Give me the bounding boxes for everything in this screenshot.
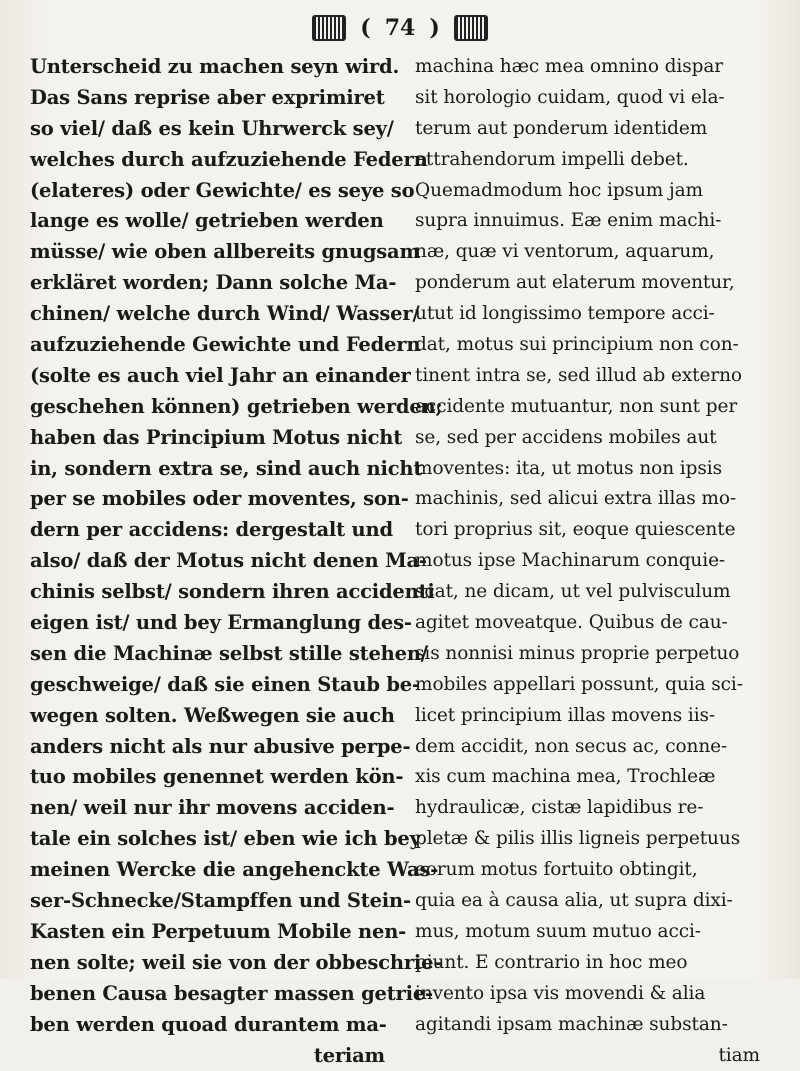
text-line: mus, motum suum mutuo acci- [415,917,780,948]
text-line: in, sondern extra se, sind auch nicht [30,454,405,485]
text-line: se, sed per accidens mobiles aut [415,423,780,454]
text-line: eorum motus fortuito obtingit, [415,855,780,886]
text-line: eigen ist/ und bey Ermanglung des- [30,608,405,639]
text-line: erkläret worden; Dann solche Ma- [30,268,405,299]
text-line: næ, quæ vi ventorum, aquarum, [415,237,780,268]
text-line: accidente mutuantur, non sunt per [415,392,780,423]
text-line: tinent intra se, sed illud ab externo [415,361,780,392]
text-line: tori proprius sit, eoque quiescente [415,515,780,546]
text-line: terum aut ponderum identidem [415,114,780,145]
text-line: quia ea à causa alia, ut supra dixi- [415,886,780,917]
text-line: scat, ne dicam, ut vel pulvisculum [415,577,780,608]
text-line: per se mobiles oder moventes, son- [30,484,405,515]
left-ornament-icon [312,15,346,41]
text-line: Kasten ein Perpetuum Mobile nen- [30,917,405,948]
text-line: so viel/ daß es kein Uhrwerck sey/ [30,114,405,145]
text-line: ben werden quoad durantem ma- [30,1010,405,1041]
text-line: Unterscheid zu machen seyn wird. [30,52,405,83]
text-line: nen/ weil nur ihr movens acciden- [30,793,405,824]
page-header [0,8,800,48]
text-line: nen solte; weil sie von der obbeschrie- [30,948,405,979]
text-line: geschweige/ daß sie einen Staub be- [30,670,405,701]
text-line: pletæ & pilis illis ligneis perpetuus [415,824,780,855]
text-line: mobiles appellari possunt, quia sci- [415,670,780,701]
text-line: chinen/ welche durch Wind/ Wasser/ [30,299,405,330]
text-line: chinis selbst/ sondern ihren accidenti [30,577,405,608]
text-line: xis cum machina mea, Trochleæ [415,762,780,793]
text-line: agitandi ipsam machinæ substan- [415,1010,780,1041]
text-line: dern per accidens: dergestalt und [30,515,405,546]
text-line: (solte es auch viel Jahr an einander [30,361,405,392]
text-line: tiam [415,1041,780,1071]
text-line: welches durch aufzuziehende Federn [30,145,405,176]
text-line: meinen Wercke die angehenckte Was- [30,855,405,886]
text-line: moventes: ita, ut motus non ipsis [415,454,780,485]
text-line: aufzuziehende Gewichte und Federn [30,330,405,361]
text-line: sen die Machinæ selbst stille stehen/ [30,639,405,670]
text-line: Das Sans reprise aber exprimiret [30,83,405,114]
left-paren: ( [360,15,370,41]
right-ornament-icon [454,15,488,41]
text-line: ponderum aut elaterum moventur, [415,268,780,299]
text-line: also/ daß der Motus nicht denen Ma- [30,546,405,577]
text-line: supra innuimus. Eæ enim machi- [415,206,780,237]
text-line: müsse/ wie oben allbereits gnugsam [30,237,405,268]
text-line: agitet moveatque. Quibus de cau- [415,608,780,639]
text-line: dem accidit, non secus ac, conne- [415,732,780,763]
text-line: anders nicht als nur abusive perpe- [30,732,405,763]
german-text-column [30,52,405,972]
text-line: tuo mobiles genennet werden kön- [30,762,405,793]
text-line: lange es wolle/ getrieben werden [30,206,405,237]
text-line: sis nonnisi minus proprie perpetuo [415,639,780,670]
latin-text-column [415,52,780,972]
page-number: 74 [385,15,416,41]
text-line: machina hæc mea omnino dispar [415,52,780,83]
text-line: dat, motus sui principium non con- [415,330,780,361]
text-line: geschehen können) getrieben werden; [30,392,405,423]
text-line: machinis, sed alicui extra illas mo- [415,484,780,515]
text-line: hydraulicæ, cistæ lapidibus re- [415,793,780,824]
right-paren: ) [429,15,439,41]
text-line: Quemadmodum hoc ipsum jam [415,176,780,207]
text-line: piunt. E contrario in hoc meo [415,948,780,979]
text-line: (elateres) oder Gewichte/ es seye so [30,176,405,207]
text-line: sit horologio cuidam, quod vi ela- [415,83,780,114]
text-line: motus ipse Machinarum conquie- [415,546,780,577]
text-line: benen Causa besagter massen getrie- [30,979,405,1010]
text-line: attrahendorum impelli debet. [415,145,780,176]
text-line: haben das Principium Motus nicht [30,423,405,454]
text-line: teriam [30,1041,405,1071]
text-line: utut id longissimo tempore acci- [415,299,780,330]
text-line: ser-Schnecke/Stampffen und Stein- [30,886,405,917]
text-line: tale ein solches ist/ eben wie ich bey [30,824,405,855]
text-line: licet principium illas movens iis- [415,701,780,732]
text-line: wegen solten. Weßwegen sie auch [30,701,405,732]
text-line: invento ipsa vis movendi & alia [415,979,780,1010]
